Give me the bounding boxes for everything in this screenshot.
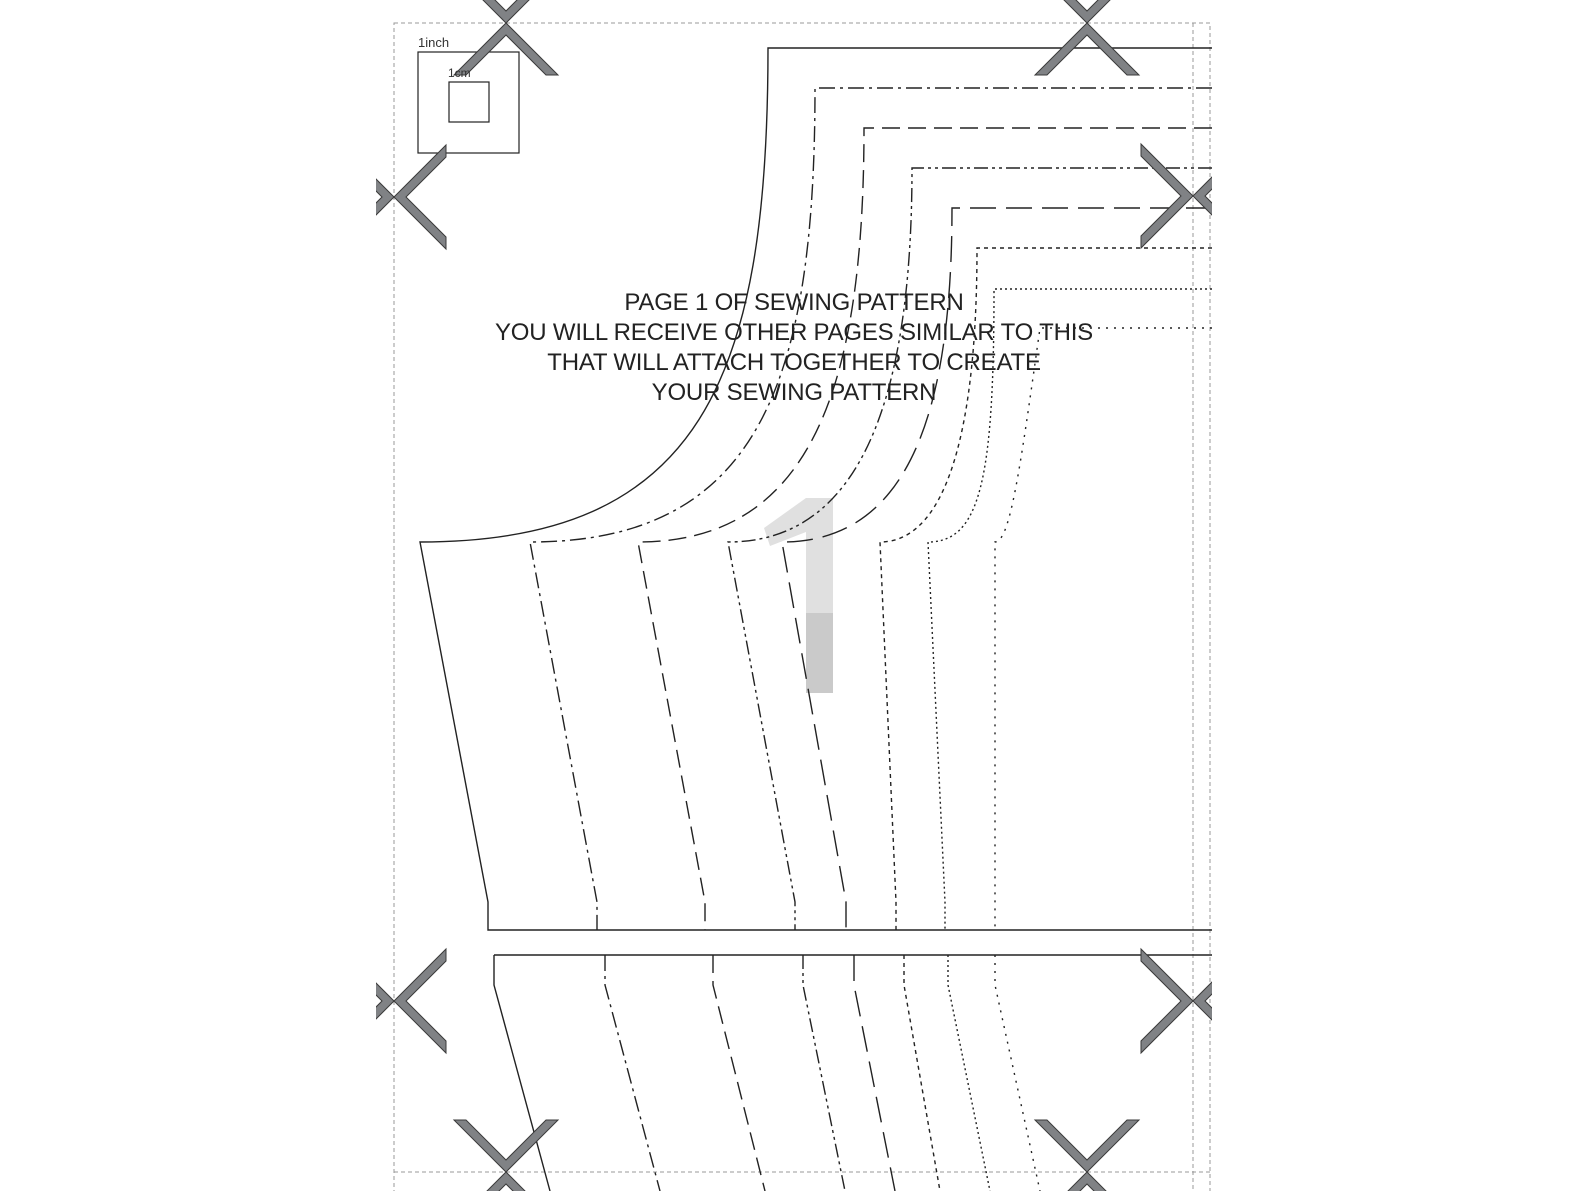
scale-label-inch: 1inch xyxy=(418,35,450,50)
registration-marker-top-right xyxy=(1035,0,1139,75)
instruction-line-4: YOUR SEWING PATTERN xyxy=(651,379,937,406)
instruction-line-3: THAT WILL ATTACH TOGETHER TO CREATE xyxy=(547,349,1041,376)
registration-marker-bottom-right xyxy=(1035,1120,1139,1191)
instruction-line-1: PAGE 1 OF SEWING PATTERN xyxy=(624,289,964,316)
registration-marker-top-left xyxy=(454,0,558,75)
page-number xyxy=(760,480,850,710)
registration-marker-bottom-left xyxy=(454,1120,558,1191)
scale-label-cm: 1cm xyxy=(448,66,471,80)
pattern-line-size-2 xyxy=(530,88,1212,930)
pattern-line-size-3 xyxy=(638,128,1212,930)
pattern-line-size-8 xyxy=(995,328,1212,930)
instruction-line-2: YOU WILL RECEIVE OTHER PAGES SIMILAR TO THIS xyxy=(494,319,1093,346)
scale-box-cm xyxy=(449,82,489,122)
